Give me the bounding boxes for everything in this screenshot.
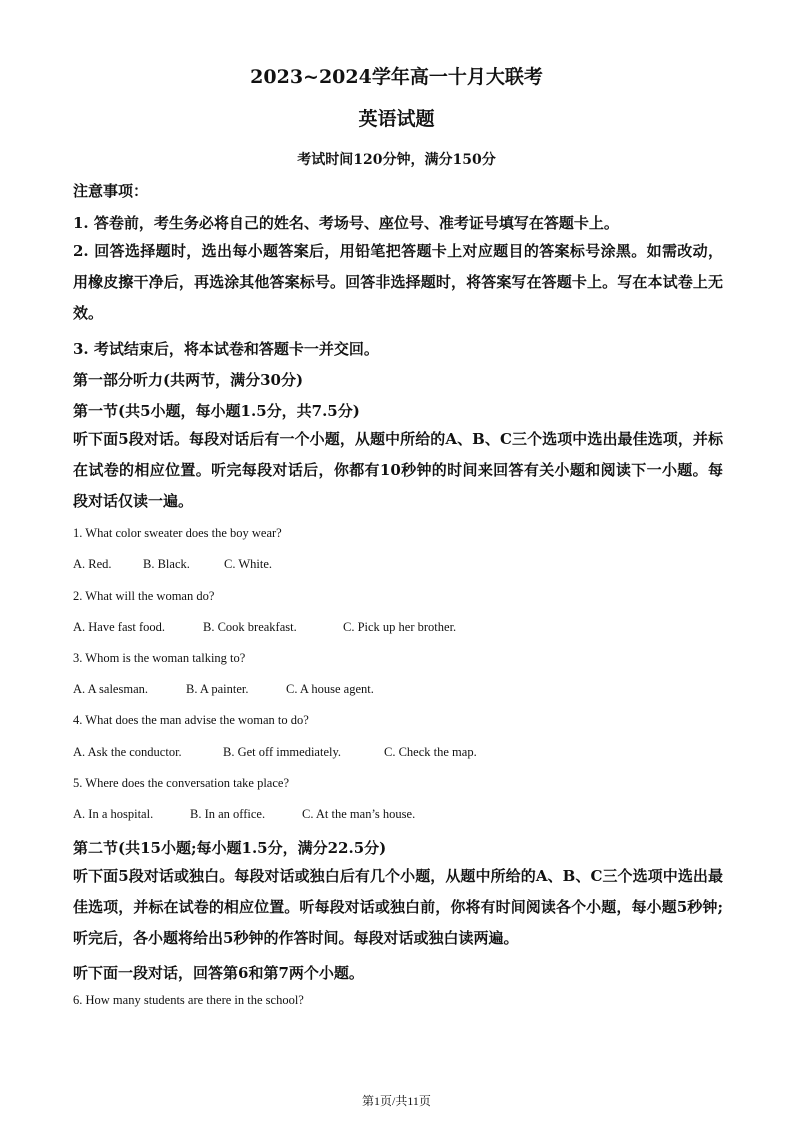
section1-instructions: 听下面5段对话。每段对话后有一个小题，从题中所给的A、B、C三个选项中选出最佳选项，并标在试卷的相应位置。听完每段对话后，你都有10秒钟的时间来回答有关小题和阅读下一小题。每段对话仅读一遍。 [73,430,723,510]
question-4-options [73,745,477,760]
part1-heading: 第一部分听力(共两节，满分30分) [73,371,304,389]
section2-heading: 第二节(共15小题;每小题1.5分，满分22.5分) [73,839,387,857]
question-2-options [73,620,456,635]
notes-heading: 注意事项： [73,182,149,200]
section2-instructions: 听下面5段对话或独白。每段对话或独白后有几个小题，从题中所给的A、B、C三个选项中选出最佳选项，并标在试卷的相应位置。听每段对话或独白前，你将有时间阅读各个小题，每小题5秒钟;听完后，各小题将给出5秒钟的作答时间。每段对话或独白读两遍。 [73,867,723,947]
option-a: A. A salesman. [73,682,148,696]
exam-title: 2023~2024学年高一十月大联考 [250,66,543,88]
option-b: B. Cook breakfast. [203,620,297,634]
option-c: C. A house agent. [286,682,374,696]
question-1: 1. What color sweater does the boy wear? [73,526,282,540]
section1-heading: 第一节(共5小题，每小题1.5分，共7.5分) [73,402,360,420]
question-3: 3. Whom is the woman talking to? [73,651,246,665]
option-a: A. Have fast food. [73,620,165,634]
page-number: 第1页/共11页 [362,1094,431,1108]
option-c: C. Pick up her brother. [343,620,457,634]
note-item-3: 3. 考试结束后，将本试卷和答题卡一并交回。 [73,340,379,358]
option-b: B. Black. [143,557,190,571]
question-1-options [73,557,272,572]
option-c: C. Check the map. [384,745,477,759]
option-a: A. Red. [73,557,112,571]
note-item-1: 1. 答卷前，考生务必将自己的姓名、考场号、座位号、准考证号填写在答题卡上。 [73,214,619,232]
option-c: C. White. [224,557,273,571]
note-item-2: 2. 回答选择题时，选出每小题答案后，用铅笔把答题卡上对应题目的答案标号涂黑。如需改动，用橡皮擦干净后，再选涂其他答案标号。回答非选择题时，将答案写在答题卡上。写在本试卷上无效。 [73,242,723,322]
question-6: 6. How many students are there in the school? [73,993,304,1007]
question-5: 5. Where does the conversation take place? [73,776,289,790]
question-4: 4. What does the man advise the woman to do? [73,713,309,727]
option-b: B. In an office. [190,807,266,821]
question-2: 2. What will the woman do? [73,589,215,603]
option-a: A. Ask the conductor. [73,745,182,759]
section2-sub-instruction: 听下面一段对话，回答第6和第7两个小题。 [73,964,364,982]
option-b: B. Get off immediately. [223,745,342,759]
subject-title: 英语试题 [358,108,435,130]
option-b: B. A painter. [186,682,249,696]
question-5-options [73,807,415,822]
time-info: 考试时间120分钟，满分150分 [297,152,496,168]
option-c: C. At the man’s house. [302,807,416,821]
option-a: A. In a hospital. [73,807,154,821]
question-3-options [73,682,374,697]
